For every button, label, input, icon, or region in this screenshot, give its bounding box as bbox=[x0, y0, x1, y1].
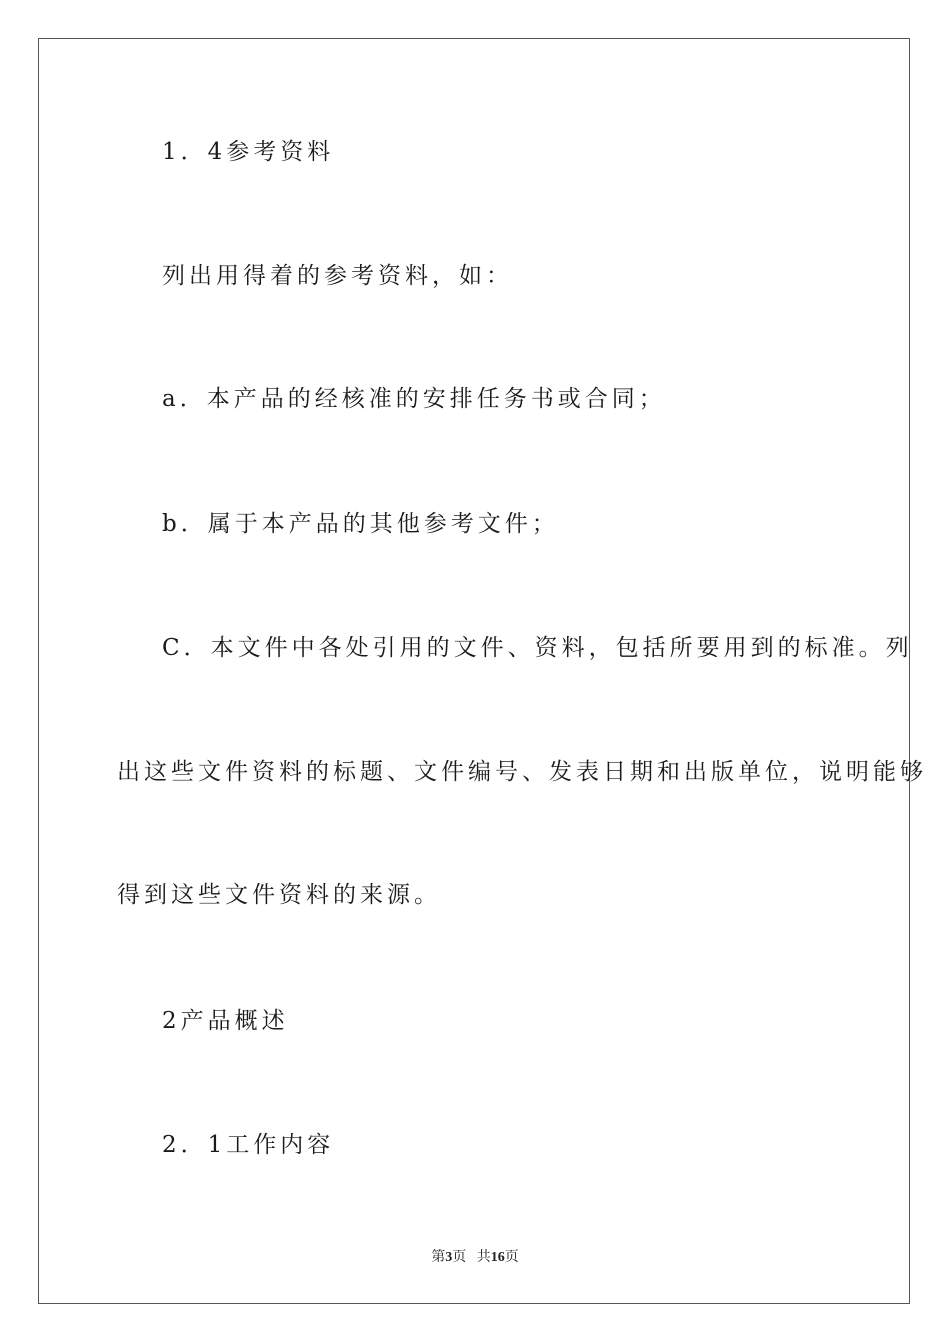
footer-page-total: 16 bbox=[490, 1250, 505, 1265]
footer-page-current: 3 bbox=[445, 1250, 453, 1265]
footer-total-prefix: 共 bbox=[476, 1250, 491, 1265]
list-item-a: a．本产品的经核准的安排任务书或合同； bbox=[162, 386, 666, 412]
section-heading-1-4: 1．4参考资料 bbox=[162, 139, 335, 165]
list-item-c-continued: 出这些文件资料的标题、文件编号、发表日期和出版单位，说明能够 bbox=[117, 759, 927, 785]
footer-page-prefix: 第 bbox=[431, 1250, 446, 1265]
paragraph-line: 列出用得着的参考资料，如： bbox=[162, 263, 513, 289]
list-item-b: b．属于本产品的其他参考文件； bbox=[162, 511, 559, 537]
page-border bbox=[38, 38, 910, 1304]
section-heading-2-1: 2．1工作内容 bbox=[162, 1132, 335, 1158]
footer-page-suffix: 页 bbox=[452, 1250, 467, 1265]
page-footer bbox=[0, 1248, 950, 1268]
list-item-c-continued: 得到这些文件资料的来源。 bbox=[117, 882, 441, 908]
footer-total-suffix: 页 bbox=[504, 1250, 519, 1265]
list-item-c: C．本文件中各处引用的文件、资料，包括所要用到的标准。列 bbox=[162, 635, 913, 661]
section-heading-2: 2产品概述 bbox=[162, 1008, 289, 1034]
